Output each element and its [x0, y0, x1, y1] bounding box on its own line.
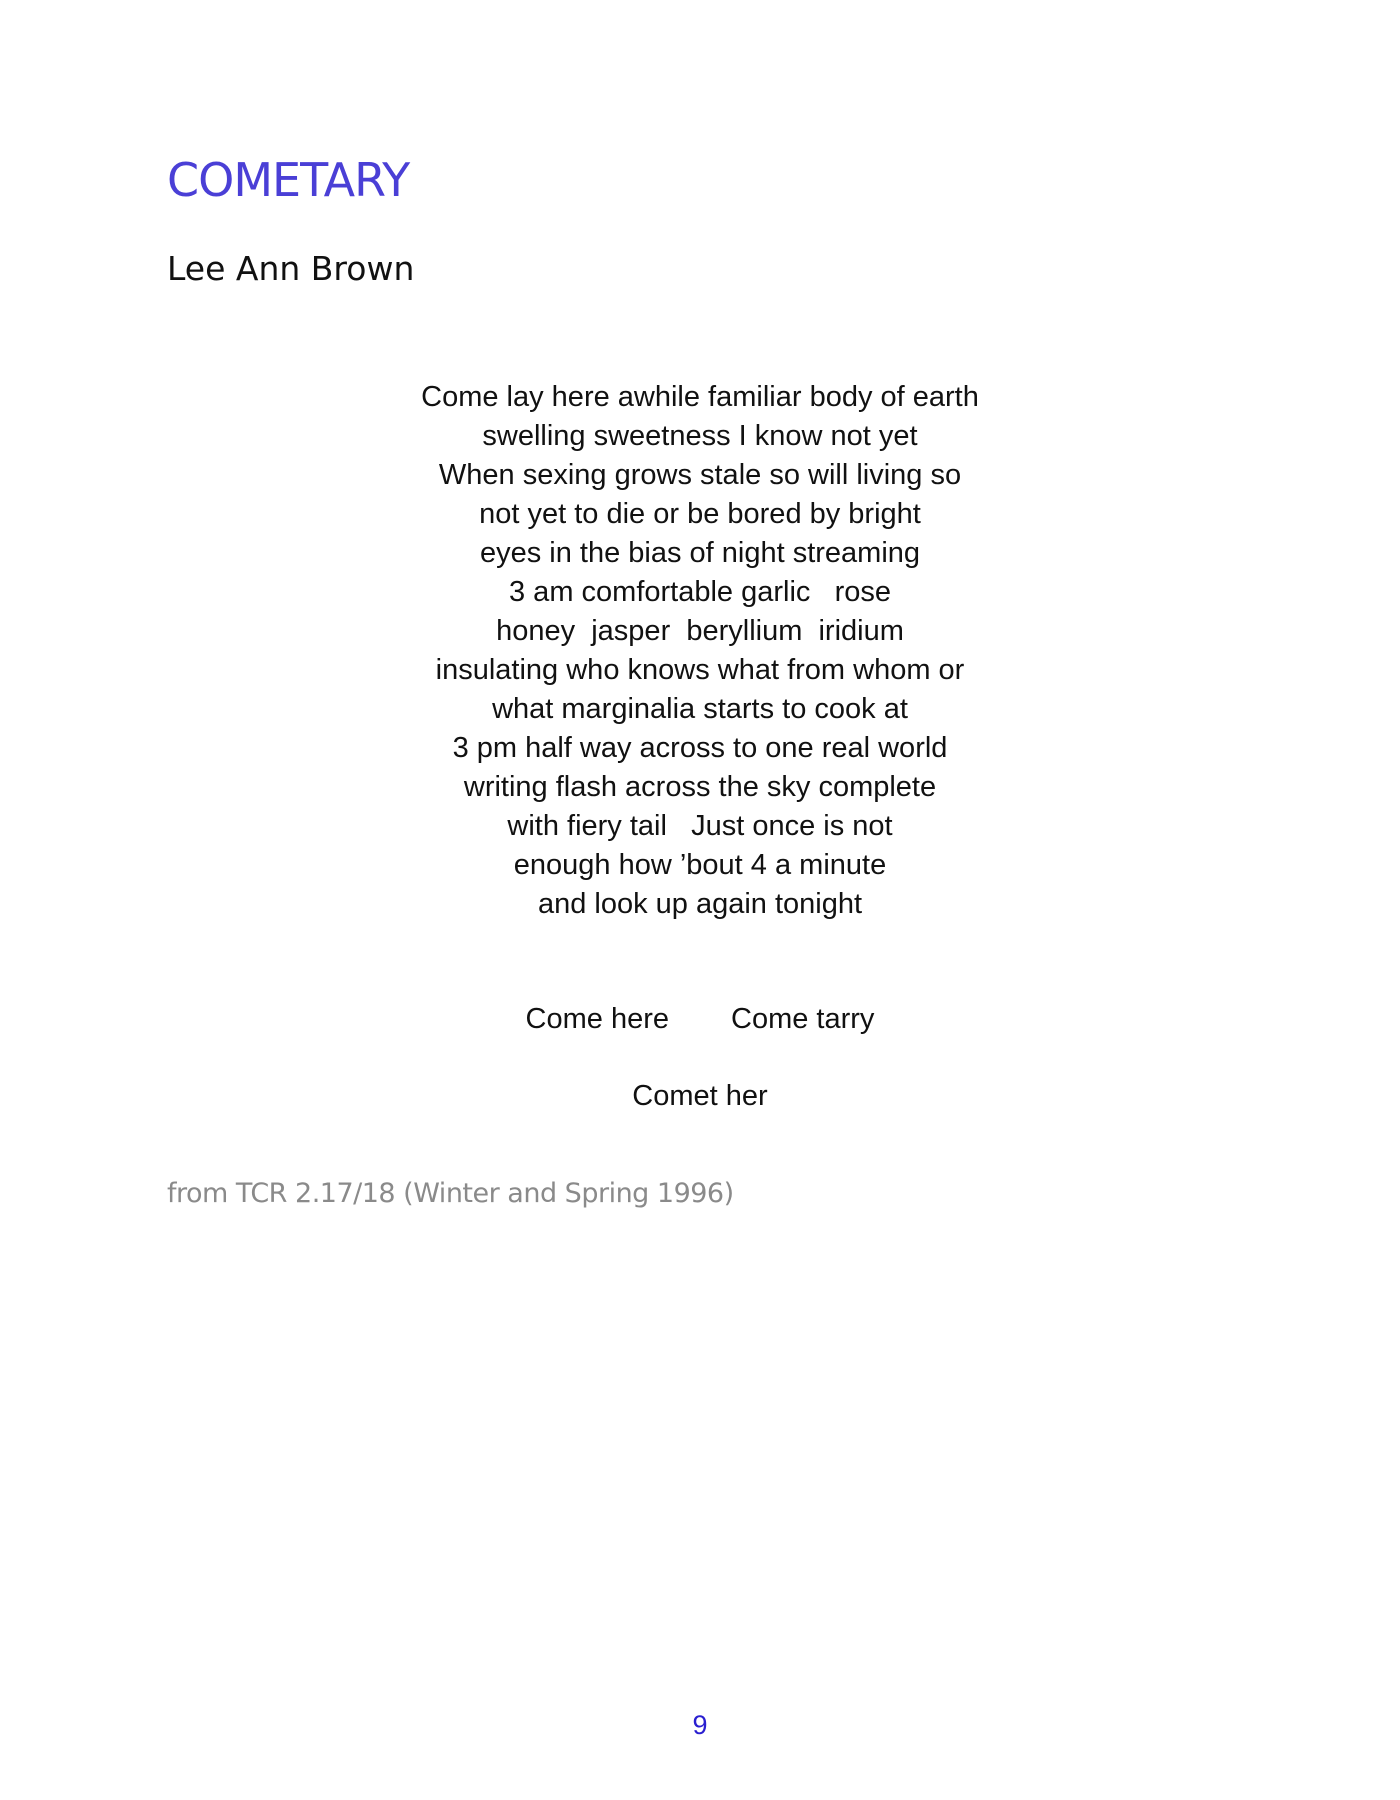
poem-coda [300, 1000, 1100, 1116]
poem-line: what marginalia starts to cook at [492, 693, 908, 725]
poem-line: Come lay here awhile familiar body of earth [421, 381, 979, 413]
coda-right-phrase: Come tarry [731, 1003, 875, 1035]
poem-body [300, 378, 1100, 924]
poem-line: and look up again tonight [537, 888, 863, 920]
poem-line: When sexing grows stale so will living so [438, 459, 962, 491]
poem-line: 3 am comfortable garlic rose [509, 576, 891, 608]
poem-line: eyes in the bias of night streaming [479, 537, 921, 569]
coda-row [300, 1000, 1100, 1039]
poem-line: honey jasper beryllium iridium [496, 615, 904, 647]
poem-line: with fiery tail Just once is not [507, 810, 893, 842]
poem-line: insulating who knows what from whom or [435, 654, 965, 686]
coda-left-phrase: Come here [525, 1003, 670, 1035]
poem-line: 3 pm half way across to one real world [452, 732, 948, 764]
source-citation: from TCR 2.17/18 (Winter and Spring 1996) [167, 1178, 734, 1209]
poem-author: Lee Ann Brown [167, 249, 415, 288]
poem-line: writing flash across the sky complete [463, 771, 937, 803]
poem-line: not yet to die or be bored by bright [479, 498, 921, 530]
poem-title: COMETARY [167, 153, 410, 207]
poem-line: swelling sweetness I know not yet [482, 420, 918, 452]
coda-final-line: Comet her [632, 1080, 768, 1112]
poem-line: enough how ’bout 4 a minute [513, 849, 887, 881]
page-number: 9 [692, 1710, 708, 1740]
